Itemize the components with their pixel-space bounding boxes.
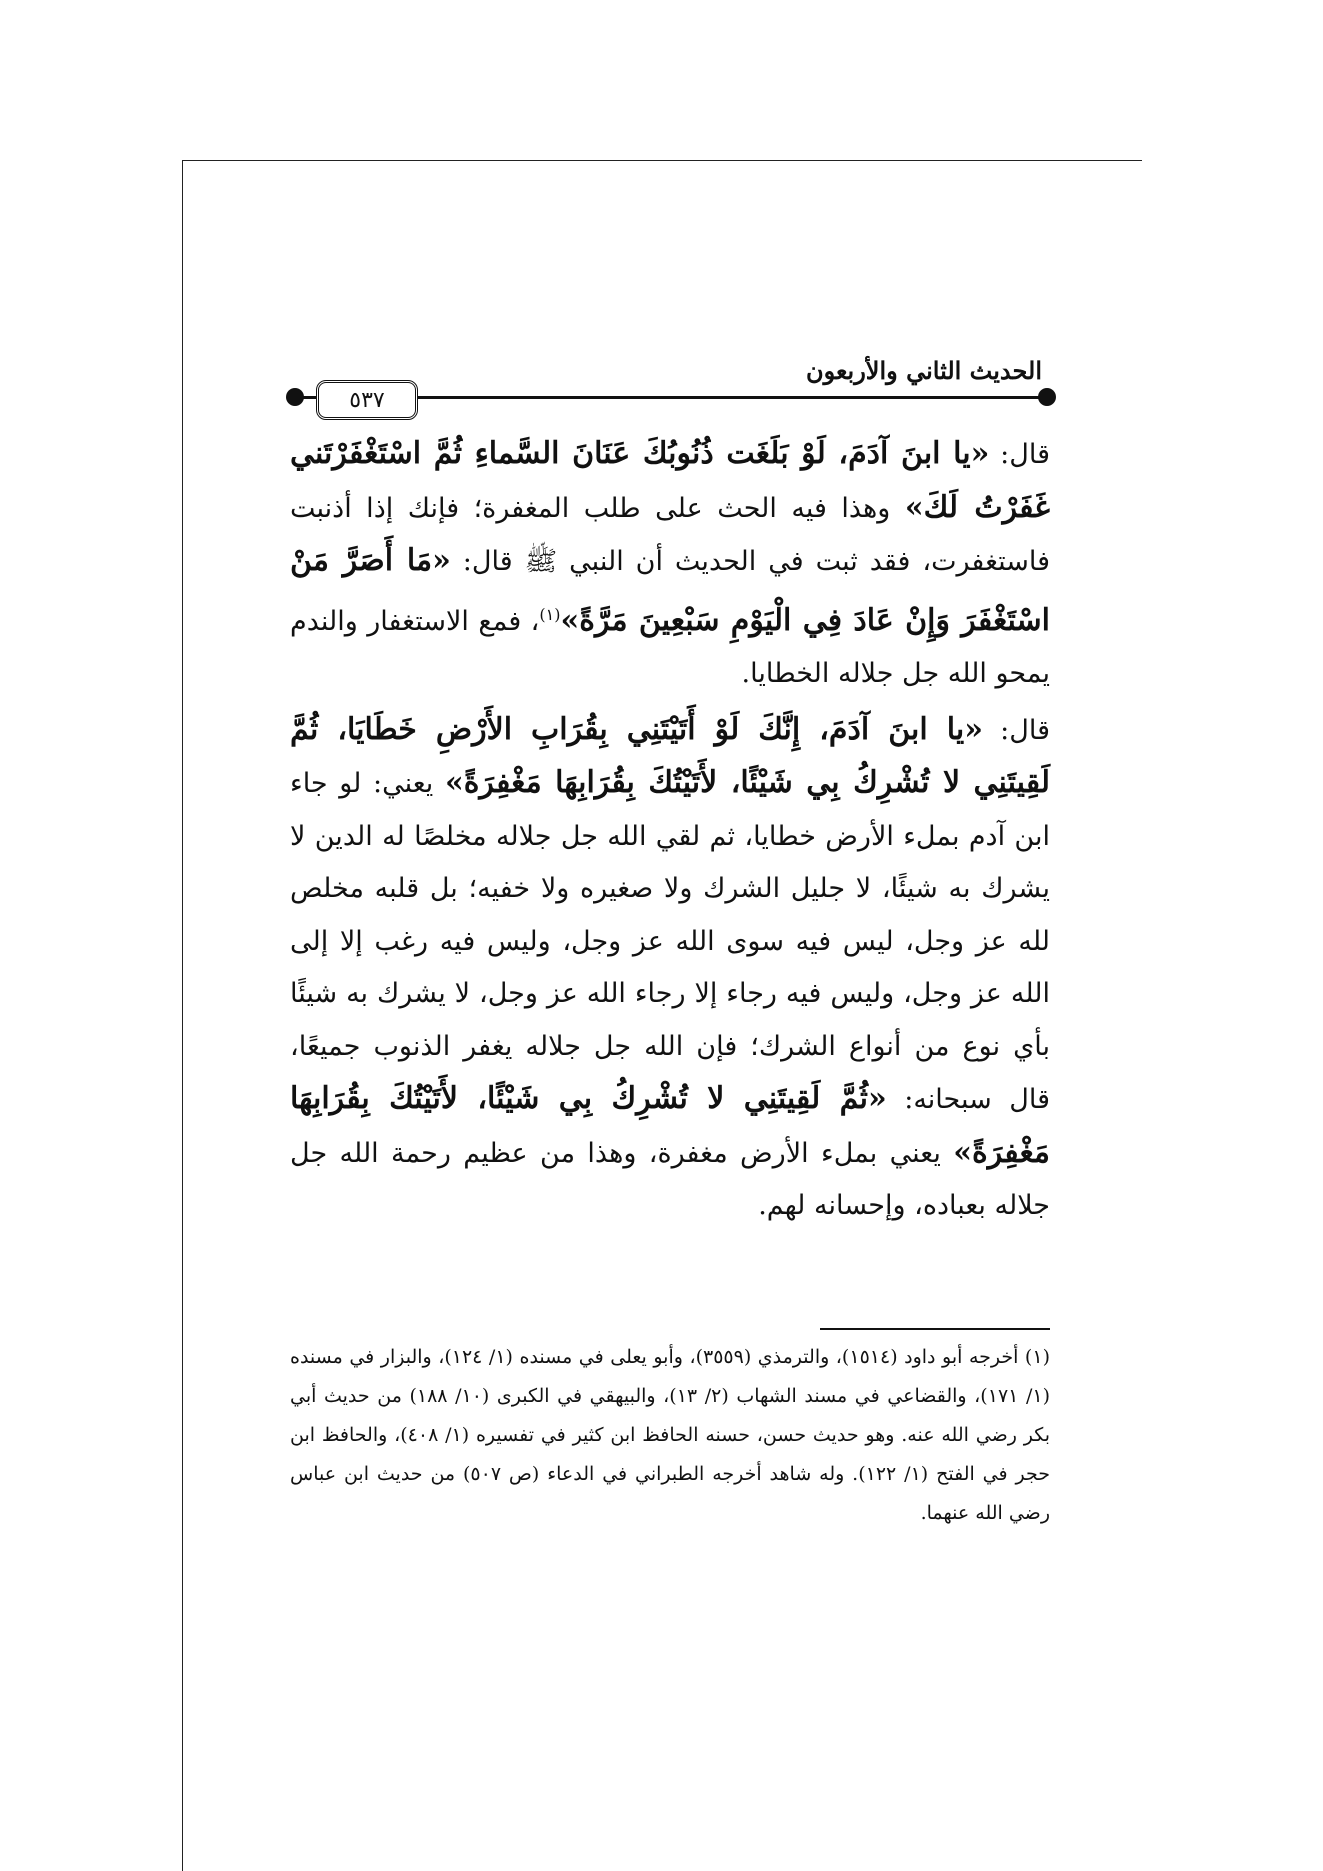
paragraph-text: وهذا فيه الحث على طلب المغفرة؛ فإنك إذا أذنبت فاستغفرت، فقد ثبت في الحديث أن النبي ﷺ قال:	[290, 492, 1051, 577]
footnotes	[290, 1338, 1050, 1533]
crop-mark-top	[182, 160, 1142, 161]
paragraph-lead: قال:	[989, 439, 1050, 470]
ornament-dot-right	[1038, 388, 1056, 406]
hadith-quote: «يا ابنَ آدَمَ، لَوْ بَلَغَت ذُنُوبُكَ عَنَانَ السَّماءِ ثُمَّ اسْتَغْفَرْتَني غَفَرْتُ لَكَ»	[290, 436, 1050, 525]
paragraph-text: يعني: لو جاء ابن آدم بملء الأرض خطايا، ثم لقي الله جل جلاله مخلصًا له الدين لا يشرك به شيئًا، لا جليل الشرك ولا صغيره ولا خفيه؛ بل قلبه مخلص لله عز وجل، ليس فيه سوى الله عز وجل، وليس فيه رغب إلا إلى الله عز وجل، وليس فيه رجاء إلا رجاء الله عز وجل، لا يشرك به شيئًا بأي نوع من أنواع الشرك؛ فإن الله جل جلاله يغفر الذنوب جميعًا، قال سبحانه:	[290, 768, 1050, 1115]
crop-mark-left	[182, 160, 183, 1871]
page-header	[286, 356, 1056, 416]
footnote-ref: (١)	[539, 604, 561, 624]
paragraph-2	[290, 704, 1050, 1233]
footnote-separator	[820, 1328, 1050, 1330]
hadith-quote: «يا ابنَ آدَمَ، إِنَّكَ لَوْ أَتَيْتَنِي بِقُرَابِ الأَرْضِ خَطَايَا، ثُمَّ لَقِيتَنِي لا تُشْرِكُ بِي شَيْئًا، لأَتَيْتُكَ بِقُرَابِهَا مَغْفِرَةً»	[290, 711, 1051, 800]
paragraph-text: يعني بملء الأرض مغفرة، وهذا من عظيم رحمة الله جل جلاله بعباده، وإحسانه لهم.	[290, 1137, 1050, 1221]
running-title: الحديث الثاني والأربعون	[805, 356, 1042, 385]
page-number: ٥٣٧	[316, 380, 418, 420]
main-text	[290, 428, 1050, 1233]
footnote-1: (١) أخرجه أبو داود (١٥١٤)، والترمذي (٣٥٥٩)، وأبو يعلى في مسنده (١/ ١٢٤)، والبزار في مسنده (١/ ١٧١)، والقضاعي في مسند الشهاب (٢/ ١٣)، والبيهقي في الكبرى (١٠/ ١٨٨) من حديث أبي بكر رضي الله عنه. وهو حديث حسن، حسنه الحافظ ابن كثير في تفسيره (١/ ٤٠٨)، والحافظ ابن حجر في الفتح (١/ ١٢٢). وله شاهد أخرجه الطبراني في الدعاء (ص ٥٠٧) من حديث ابن عباس رضي الله عنهما.	[290, 1346, 1050, 1524]
ornament-dot-left	[286, 388, 304, 406]
paragraph-lead: قال:	[982, 714, 1050, 746]
hadith-quote: «مَا أَصَرَّ مَنْ اسْتَغْفَرَ وَإِنْ عَادَ فِي الْيَوْمِ سَبْعِينَ مَرَّةً»	[290, 543, 1050, 638]
paragraph-1	[290, 428, 1050, 701]
quran-quote: «ثُمَّ لَقِيتَنِي لا تُشْرِكُ بِي شَيْئًا، لأَتَيْتُكَ بِقُرَابِهَا مَغْفِرَةً»	[290, 1081, 1050, 1170]
paragraph-text: ، فمع الاستغفار والندم يمحو الله جل جلاله الخطايا.	[290, 605, 1050, 689]
